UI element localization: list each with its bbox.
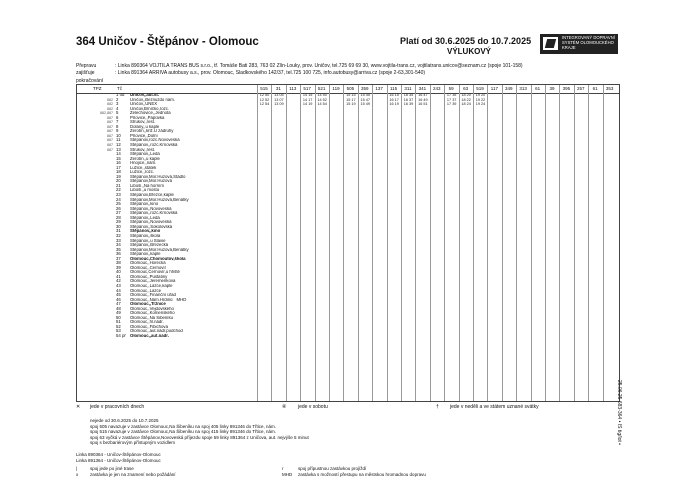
- time-cell: 16 39: [403, 102, 414, 107]
- trip-column: [603, 93, 618, 107]
- explain-pipe: spoj jede po jiné trase: [90, 466, 134, 471]
- time-cell: 16 47: [418, 93, 428, 97]
- trip-column: [444, 93, 459, 107]
- carrier-line-2: : Linka 891364 ARRIVA autobusy a.s., prov. Olomouc, Sladkovského 142/37, tel.725 100 725, info.autobusy@arriva.cz (spoje 2-63,301-540): [115, 70, 426, 76]
- station-number: 2: [116, 97, 119, 102]
- station-name: Štěpánov,,kino: [130, 229, 161, 234]
- legend-workdays: jede v pracovních dnech: [90, 404, 145, 410]
- trip-number: 59: [448, 86, 454, 91]
- time-cell: [574, 102, 589, 107]
- station-number: 35: [116, 247, 121, 252]
- trip-column: [271, 93, 286, 107]
- station-name: Olomouc,Černovír,u hřiště: [130, 270, 180, 275]
- ids-logo-mark-icon: [543, 37, 558, 50]
- station-name: Štěpánov,,rozc.Krnovská: [130, 211, 178, 216]
- trip-column: [516, 93, 531, 107]
- trip-column: [588, 93, 603, 107]
- trip-number: 117: [490, 86, 498, 91]
- station-name: Olomouc,,Jeremenkova: [130, 279, 176, 284]
- station-name: Štěpánov,,kaple: [130, 252, 161, 257]
- column-divider: [358, 85, 359, 401]
- note-line: spoj 63 vyčká v zastávce Štěpánov,Novoveská příjezdu spoje 59 linky 891364 z Uničova, aut. nejvýše 5 minut: [90, 434, 309, 440]
- trip-number: 61: [592, 86, 598, 91]
- station-number: 53: [116, 329, 121, 334]
- station-number: 37: [116, 256, 121, 261]
- trip-notes: [76, 418, 309, 446]
- station-name: Pňovice,,Dolní: [130, 133, 158, 138]
- time-cell: 14 50: [317, 93, 327, 97]
- trip-number: 505: [346, 86, 355, 91]
- note-line: spoj 505 navazuje v zastávce Olomouc,Na Šibeníku na spoj 405 linky 891346 do Třtice, nám.: [90, 423, 277, 429]
- column-divider: [516, 85, 517, 401]
- station-name: Liboší,,Na horním: [130, 183, 164, 188]
- time-cell: 16 17: [389, 97, 399, 102]
- trip-column: [430, 93, 445, 107]
- station-number: 4: [116, 106, 119, 111]
- station-number: 51: [116, 320, 121, 325]
- time-cell: [516, 102, 531, 107]
- station-number: 43: [116, 283, 121, 288]
- explain-mhd: zastávka s možností přestupu na městskou hromadnou dopravu: [298, 472, 426, 477]
- station-number: 47: [116, 302, 121, 307]
- station-name: Olomouc,,Nám.Hrdinů: [130, 297, 173, 302]
- note-line: spoj s bezbariérovým přístupným vozidlem: [90, 440, 176, 445]
- station-list: [77, 93, 257, 339]
- column-divider: [387, 85, 388, 401]
- station-number: 22: [116, 188, 121, 193]
- station-number: 41: [116, 274, 121, 279]
- station-number: 25: [116, 202, 121, 207]
- column-divider: [588, 85, 589, 401]
- station-number: 10: [116, 133, 121, 138]
- station-number: 9: [116, 129, 119, 134]
- time-cell: 17 35: [446, 93, 457, 97]
- station-number: 21: [116, 183, 121, 188]
- station-tariff-zone: 887: [107, 147, 113, 152]
- station-name: Dolany,,u kaple: [130, 124, 160, 129]
- station-name: Olomouc,,Černovír: [130, 265, 167, 270]
- on-request-icon: x: [76, 472, 79, 477]
- column-divider: [603, 85, 604, 401]
- trip-column: [358, 93, 373, 107]
- station-number: 24: [116, 197, 121, 202]
- time-cell: 14 15: [302, 93, 313, 97]
- station-number: 18: [116, 170, 121, 175]
- time-cell: 16 37: [403, 97, 414, 102]
- time-cell: [372, 102, 387, 107]
- station-number: 29: [116, 220, 121, 225]
- station-name: Uničov,,UNEX: [130, 102, 158, 107]
- time-cell: 15 49: [360, 102, 371, 107]
- station-number: 52: [116, 324, 121, 329]
- time-cell: 13 05: [274, 93, 284, 97]
- column-divider: [257, 85, 258, 401]
- logo-text: INTEGROVANÝ DOPRAVNÍ SYSTÉM OLOMOUCKÉHO KRAJE: [562, 35, 615, 50]
- column-divider: [329, 85, 330, 401]
- sunday-icon: †: [436, 404, 439, 410]
- trip-column: [343, 93, 358, 107]
- station-tariff-zone: 887: [107, 138, 113, 143]
- station-number: 16: [116, 161, 121, 166]
- line-891364: Linka 891364 - Uničov-Štěpánov-Olomouc: [76, 457, 161, 463]
- station-name: Štěpánov,,kino: [130, 202, 159, 207]
- time-cell: 19 22: [475, 97, 486, 102]
- column-divider: [430, 85, 431, 401]
- column-divider: [531, 85, 532, 401]
- station-tariff-zone: 882: [107, 102, 113, 107]
- station-name: Pňovice,,Papůvka: [130, 115, 165, 120]
- station-tariff-zone: 882: [107, 97, 113, 102]
- time-cell: 12 54: [259, 102, 270, 107]
- trip-column: [545, 93, 560, 107]
- station-number: 26: [116, 206, 121, 211]
- station-name: Štěpánov,Mor.Huzová,Benátky: [130, 197, 189, 202]
- station-name: Olomouc,,Komenského: [130, 311, 175, 316]
- trip-number: 521: [317, 86, 326, 91]
- trip-number: 341: [418, 86, 427, 91]
- carrier-line-1: : Linka 890364 VOJTILA TRANS BUS s.r.o., tř. Tomáše Bati 283, 763 02 Zlín-Louky, prov. Uničov, tel.725 69 69 30, www.vojtila-trans.cz, vojtilatrans.unicov@seznam.cz (spoje 101-158): [115, 63, 523, 69]
- trip-number: 519: [476, 86, 484, 91]
- station-name: Hnojice,,nám.: [130, 161, 157, 166]
- station-number: 54 př: [116, 333, 126, 338]
- station-number: 7: [116, 120, 119, 125]
- pass-through-icon: r: [282, 466, 284, 471]
- trip-number: 313: [519, 86, 527, 91]
- symbol-explanations: [76, 466, 620, 480]
- time-cell: 19 20: [475, 93, 486, 97]
- trip-number: 515: [260, 86, 268, 91]
- station-number: 19: [116, 174, 121, 179]
- trip-number: 257: [577, 86, 585, 91]
- column-divider: [286, 85, 287, 401]
- station-number: 42: [116, 279, 121, 284]
- station-name: Štěpánov,,Novoveská: [130, 220, 172, 225]
- legend: [76, 404, 620, 412]
- station-tariff-zone: 887: [107, 120, 113, 125]
- continuation-label: pokračování: [76, 78, 104, 84]
- station-number: 46: [116, 297, 121, 302]
- time-cell: [559, 102, 574, 107]
- time-cell: 18 20: [461, 93, 471, 97]
- station-name: Štěpánov,rozc.Novoveská: [130, 138, 180, 143]
- trip-column: [531, 93, 546, 107]
- station-name: Štěpánov,,Březecká: [130, 243, 169, 248]
- time-cell: 18 24: [461, 102, 471, 107]
- station-number: 27: [116, 211, 121, 216]
- time-cell: 12 50: [259, 93, 270, 97]
- station-name: Želechovice,,Jednota: [130, 111, 171, 116]
- station-name: Uničov,,aut.st.: [130, 93, 160, 97]
- legend-saturday: jede v sobotu: [298, 404, 328, 410]
- time-cell: 15 15: [346, 93, 356, 97]
- column-divider: [300, 85, 301, 401]
- trip-number: 349: [505, 86, 513, 91]
- time-cell: 16 19: [389, 102, 399, 107]
- trip-number: 395: [562, 86, 571, 91]
- time-cell: 15 19: [346, 102, 356, 107]
- trip-number: 31: [275, 86, 281, 91]
- station-name: Štěpánov,,škola: [130, 233, 161, 238]
- trip-number: 517: [303, 86, 311, 91]
- time-cell: 16 35: [403, 93, 414, 97]
- side-print-code: 25.06.25 683-364 • IS tig/lot •: [616, 380, 622, 445]
- carriers-block: [76, 63, 546, 77]
- times-grid: [257, 93, 619, 401]
- station-name: Olomouc,,Horecká: [130, 261, 166, 266]
- trip-number: 353: [605, 86, 614, 91]
- column-divider: [315, 85, 316, 401]
- station-tariff-zone: 882: [107, 106, 113, 111]
- trip-number: 137: [375, 86, 383, 91]
- station-name: Olomouc,,Tržnice: [130, 302, 166, 307]
- station-name: Štěpánov,,Leda: [130, 215, 160, 220]
- line-list: [76, 452, 161, 463]
- time-cell: 13 09: [274, 102, 284, 107]
- trip-column: [315, 93, 330, 107]
- trip-column: [257, 93, 272, 107]
- column-divider: [559, 85, 560, 401]
- column-divider: [401, 85, 402, 401]
- station-name: Štěpánov,,Sokolovská: [130, 224, 173, 229]
- time-cell: [531, 102, 546, 107]
- column-divider: [343, 85, 344, 401]
- time-cell: 15 45: [360, 93, 371, 97]
- trip-number: 113: [289, 86, 297, 91]
- station-name: Olomouc,,Pustatiny: [130, 274, 168, 279]
- time-cell: 13 07: [274, 97, 284, 102]
- station-number: 38: [116, 261, 121, 266]
- time-cell: 19 24: [475, 102, 486, 107]
- note-line: nejede od 30.6.2025 do 10.7.2025: [90, 418, 159, 423]
- station-name: Žerotín,,u kaple: [130, 156, 160, 161]
- time-cell: [329, 102, 344, 107]
- trip-number: 39: [549, 86, 555, 91]
- station-number: 32: [116, 233, 121, 238]
- station-name: Lužice,,statek: [130, 165, 157, 170]
- trip-column: [300, 93, 315, 107]
- station-number: 13: [116, 147, 121, 152]
- station-name: Štěpánov,Březce,kaple: [130, 193, 174, 198]
- station-number: 39: [116, 265, 121, 270]
- station-name: Olomouc,,Na Šibeníku: [130, 315, 173, 320]
- station-number: 12: [116, 143, 121, 148]
- station-name: Olomouc,Chomoutov,škola: [130, 256, 186, 261]
- ids-logo: [540, 34, 618, 54]
- column-divider: [487, 85, 488, 401]
- station-name: Štěpánov,,Novoveská: [130, 206, 172, 211]
- station-number: 33: [116, 238, 121, 243]
- station-tariff-zone: 882,887: [100, 111, 113, 116]
- station-name: Olomouc,,Lazce,kaple: [130, 283, 173, 288]
- station-name: Štěpánov,Mor.Huzová,Stádlo: [130, 174, 186, 179]
- time-cell: 12 52: [259, 97, 270, 102]
- carriers-label: Přepravu zajišťuje: [76, 63, 97, 76]
- time-cell: 16 49: [418, 97, 428, 102]
- station-number: 6: [116, 115, 119, 120]
- trip-number: 61: [535, 86, 541, 91]
- note-line: spoj 515 navazuje v zastávce Olomouc,Na Šibeníku na spoj 415 linky 891346 do Třtice, nám.: [90, 429, 277, 434]
- timetable-type: VÝLUKOVÝ: [447, 47, 492, 56]
- line-890364: Linka 890364 - Uničov-Štěpánov-Olomouc: [76, 452, 161, 457]
- mhd-marker: MHD: [176, 297, 187, 302]
- station-name: Olomouc,,aut.nádr.: [130, 333, 169, 338]
- station-number: 31: [116, 229, 121, 234]
- validity-text: Platí od 30.6.2025 do 10.7.2025: [400, 36, 532, 46]
- column-divider: [574, 85, 575, 401]
- pipe-icon: |: [76, 466, 78, 471]
- station-name: Strukov,,rest.: [130, 120, 155, 125]
- station-number: 44: [116, 288, 121, 293]
- time-cell: [545, 102, 560, 107]
- station-name: Liboší,,u mostu: [130, 188, 160, 193]
- column-divider: [444, 85, 445, 401]
- time-cell: 15 47: [360, 97, 371, 102]
- time-cell: 14 52: [317, 97, 327, 102]
- station-name: Lužice,,rozc.: [130, 170, 155, 175]
- station-number: 48: [116, 306, 121, 311]
- trip-number: 243: [433, 86, 441, 91]
- station-row: [77, 334, 257, 339]
- trip-number: 63: [463, 86, 469, 91]
- station-name: Olomouc,,aut.nádr.podchod: [130, 329, 183, 334]
- workday-icon: ✕: [76, 404, 81, 410]
- trip-column: [329, 93, 344, 107]
- trip-number: 311: [404, 86, 412, 91]
- column-divider: [545, 85, 546, 401]
- station-tariff-zone: 887: [107, 129, 113, 134]
- station-number: 8: [116, 124, 119, 129]
- time-cell: [588, 102, 603, 107]
- station-tariff-zone: 887: [107, 143, 113, 148]
- column-divider: [415, 85, 416, 401]
- time-cell: 17 37: [446, 97, 457, 102]
- trip-column: [559, 93, 574, 107]
- station-number: 11: [116, 138, 121, 143]
- station-name: Olomouc,,Fibichova: [130, 324, 168, 329]
- station-name: Olomouc,,hl.nádr.: [130, 320, 164, 325]
- explain-x: zastávka je jen na znamení nebo požádání: [90, 472, 176, 477]
- trip-column: [473, 93, 488, 107]
- station-name: Olomouc,,Vejdovského: [130, 306, 174, 311]
- station-number: 50: [116, 315, 121, 320]
- station-number: 15: [116, 156, 121, 161]
- station-name: Uničov,Brníčko,rozc.: [130, 106, 170, 111]
- station-name: Olomouc,,Lazce: [130, 288, 162, 293]
- trip-column: [487, 93, 502, 107]
- time-cell: [487, 102, 502, 107]
- station-number: 30: [116, 224, 121, 229]
- station-name: Štěpánov,Mor.Huzová,Benátky: [130, 247, 189, 252]
- station-number: 23: [116, 193, 121, 198]
- tpz-header: TPZ: [93, 86, 102, 91]
- station-tariff-zone: 887: [107, 124, 113, 129]
- trip-number: 119: [332, 86, 340, 91]
- station-number: 49: [116, 311, 121, 316]
- station-number: 40: [116, 270, 121, 275]
- time-cell: [502, 102, 517, 107]
- trip-column: [415, 93, 430, 107]
- station-name: Štěpánov,Mor.Huzová: [130, 179, 172, 184]
- explain-r: spoj přípustnou zastávkou projíždí: [298, 466, 367, 471]
- time-cell: 14 17: [302, 97, 313, 102]
- station-name: Olomouc,,Finanční úřad: [130, 293, 176, 298]
- trip-column: [401, 93, 416, 107]
- time-cell: 17 39: [446, 102, 457, 107]
- station-name: Štěpánov,,rozc.Krnovská: [130, 143, 178, 148]
- station-number: 20: [116, 179, 121, 184]
- station-tariff-zone: 887: [107, 115, 113, 120]
- station-name: Žerotín,,křiž.U zádruhy: [130, 129, 174, 134]
- station-number: 45: [116, 293, 121, 298]
- column-divider: [473, 85, 474, 401]
- trip-column: [372, 93, 387, 107]
- mhd-label: MHD: [282, 472, 293, 477]
- time-cell: 14 19: [302, 102, 313, 107]
- station-number: 36: [116, 252, 121, 257]
- time-cell: 16 15: [389, 93, 399, 97]
- station-number: 28: [116, 215, 121, 220]
- trip-number: 115: [390, 86, 398, 91]
- trip-column: [459, 93, 474, 107]
- page-title: 364 Uničov - Štěpánov - Olomouc: [76, 36, 259, 48]
- station-number: 5: [116, 111, 119, 116]
- station-name: Štěpánov,,u Slavie: [130, 238, 166, 243]
- time-cell: [430, 102, 445, 107]
- time-cell: 15 17: [346, 97, 356, 102]
- station-tariff-zone: 887: [107, 133, 113, 138]
- timetable: [76, 84, 620, 402]
- trip-number: 359: [361, 86, 369, 91]
- tc-header: Tč: [117, 86, 122, 91]
- trip-column: [502, 93, 517, 107]
- column-divider: [271, 85, 272, 401]
- station-number: 17: [116, 165, 121, 170]
- station-name: Uničov,,Beznuzdo nám.: [130, 97, 176, 102]
- time-cell: 18 22: [461, 97, 471, 102]
- station-number: 14: [116, 152, 121, 157]
- column-divider: [459, 85, 460, 401]
- column-divider: [372, 85, 373, 401]
- station-number: 3: [116, 102, 119, 107]
- trip-column: [387, 93, 402, 107]
- legend-sunday: jede v neděli a ve státem uznané svátky: [450, 404, 539, 410]
- time-cell: 16 51: [418, 102, 428, 107]
- time-cell: 14 54: [317, 102, 327, 107]
- station-number: 1 od: [116, 93, 125, 97]
- saturday-icon: ⑥: [282, 404, 287, 410]
- station-name: Štěpánov,,Leda: [130, 152, 160, 157]
- station-name: Strukov,,rest.: [130, 147, 155, 152]
- trip-column: [286, 93, 301, 107]
- trip-column: [574, 93, 589, 107]
- column-divider: [502, 85, 503, 401]
- time-cell: [603, 102, 618, 107]
- station-number: 34: [116, 243, 121, 248]
- time-cell: [286, 102, 301, 107]
